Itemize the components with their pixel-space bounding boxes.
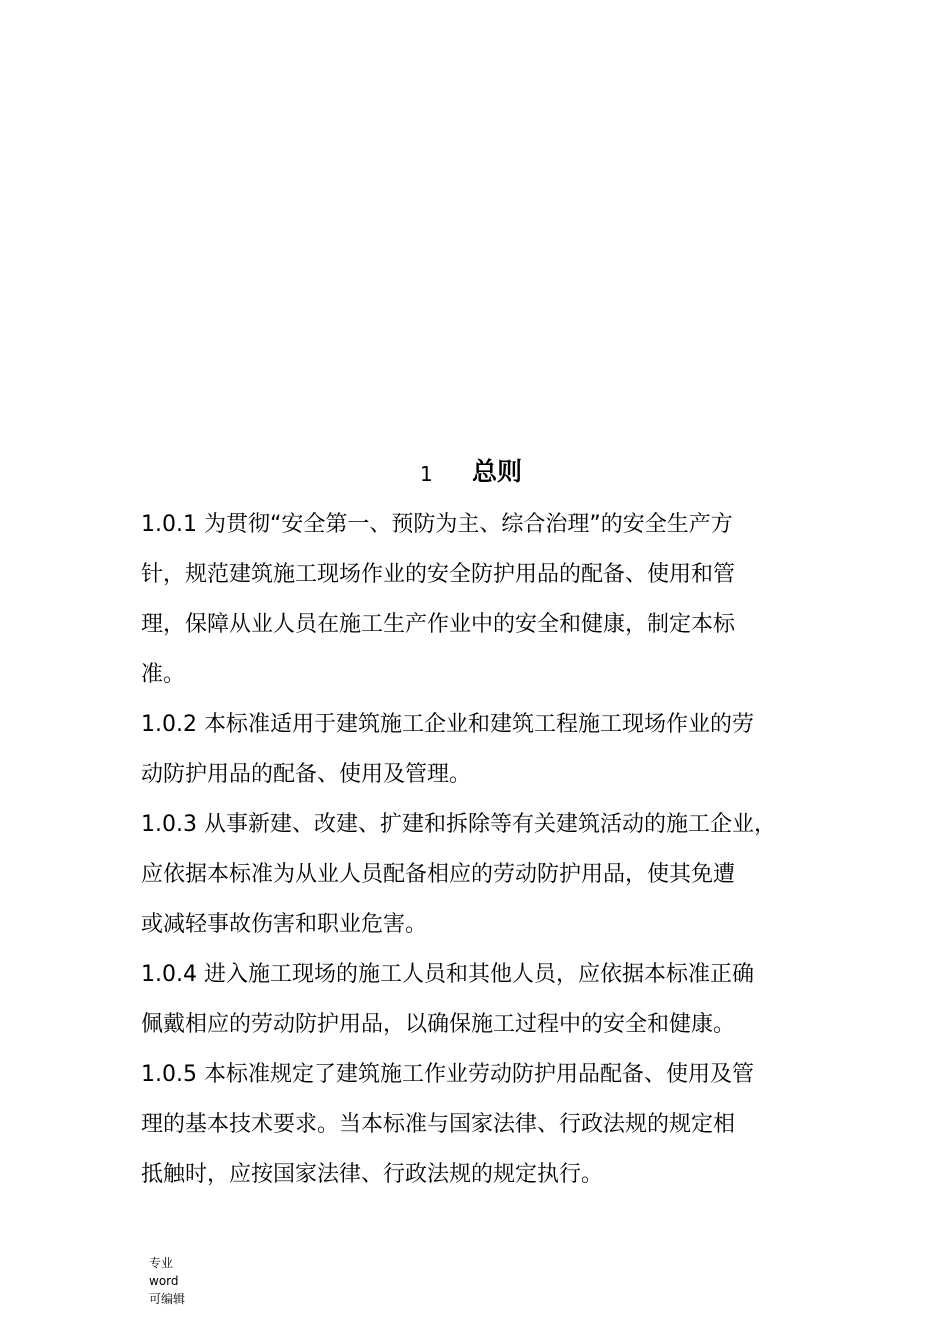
body-line: 1.0.4 进入施工现场的施工人员和其他人员，应依据本标准正确 [141, 962, 754, 987]
body-line: 1.0.3 从事新建、改建、扩建和拆除等有关建筑活动的施工企业， [141, 812, 776, 837]
body-line: 应依据本标准为从业人员配备相应的劳动防护用品，使其免遭 [141, 862, 736, 887]
body-line: 1.0.5 本标准规定了建筑施工作业劳动防护用品配备、使用及管 [141, 1062, 754, 1087]
body-line: 动防护用品的配备、使用及管理。 [141, 762, 472, 787]
footer-line: 专业 [149, 1256, 174, 1270]
footer-line: word [149, 1274, 179, 1288]
body-line: 针，规范建筑施工现场作业的安全防护用品的配备、使用和管 [141, 562, 736, 587]
body-line: 1.0.2 本标准适用于建筑施工企业和建筑工程施工现场作业的劳 [141, 712, 754, 737]
section-title: 总则 [472, 457, 523, 486]
body-line: 或减轻事故伤害和职业危害。 [141, 912, 428, 937]
body-line: 理的基本技术要求。当本标准与国家法律、行政法规的规定相 [141, 1112, 736, 1137]
body-line: 1.0.1 为贯彻“安全第一、预防为主、综合治理”的安全生产方 [141, 512, 733, 537]
body-line: 佩戴相应的劳动防护用品，以确保施工过程中的安全和健康。 [141, 1012, 736, 1037]
body-line: 理，保障从业人员在施工生产作业中的安全和健康，制定本标 [141, 612, 736, 637]
body-line: 抵触时，应按国家法律、行政法规的规定执行。 [141, 1162, 604, 1187]
section-number: 1 [420, 462, 433, 486]
body-line: 准。 [141, 662, 186, 687]
footer-line: 可编辑 [149, 1292, 186, 1306]
page-footer [149, 1254, 229, 1308]
